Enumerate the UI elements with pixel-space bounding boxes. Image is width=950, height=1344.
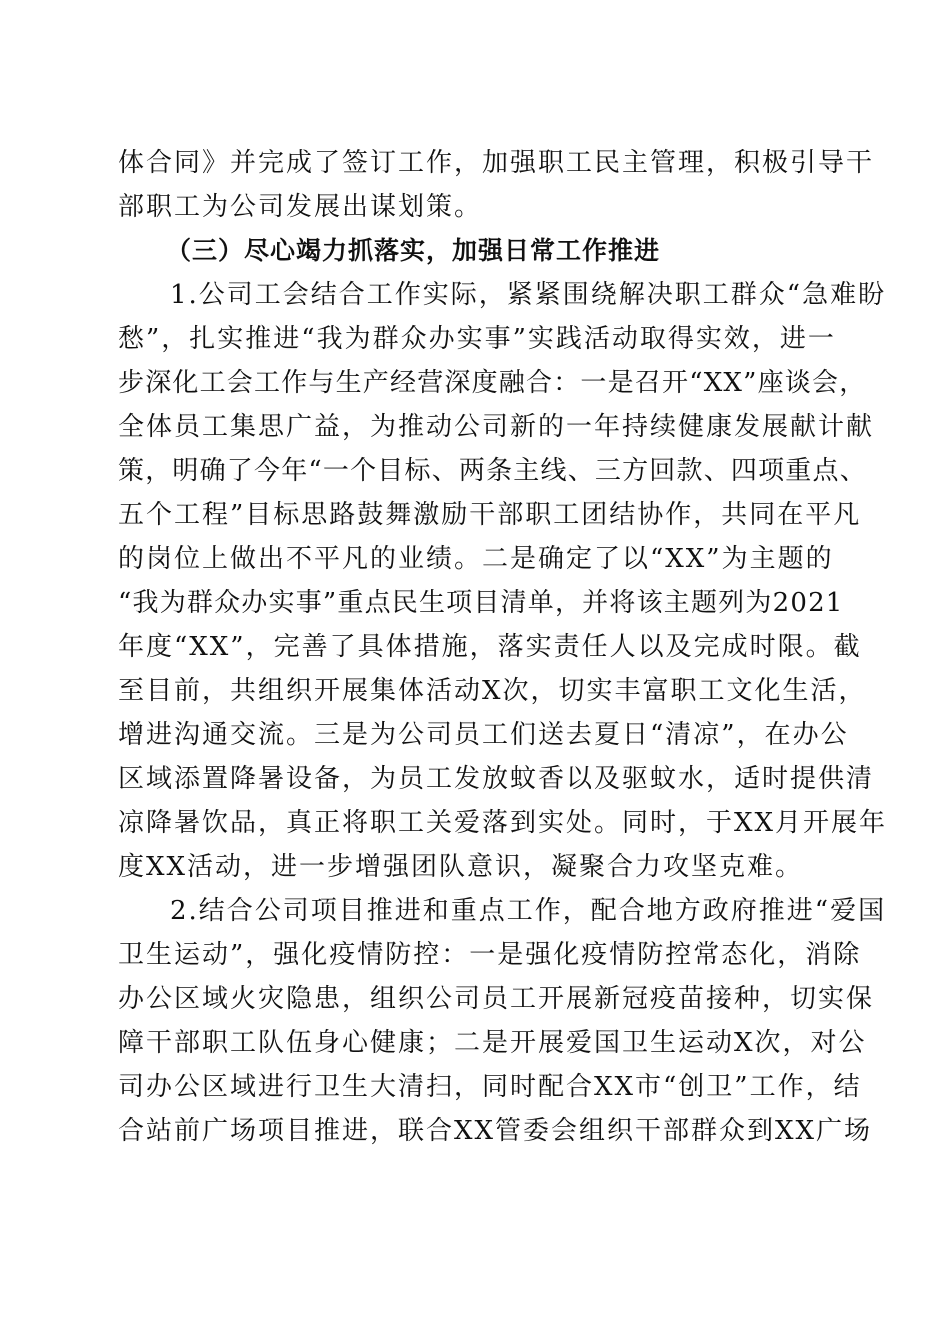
text-line: 部职工为公司发展出谋划策。 bbox=[118, 192, 483, 222]
text-line: 增进沟通交流。三是为公司员工们送去夏日“清凉”，在办公 bbox=[118, 720, 849, 750]
text-line: 合站前广场项目推进，联合XX管委会组织干部群众到XX广场 bbox=[118, 1116, 873, 1146]
text-line: 五个工程”目标思路鼓舞激励干部职工团结协作，共同在平凡 bbox=[118, 500, 862, 530]
text-line: 的岗位上做出不平凡的业绩。二是确定了以“XX”为主题的 bbox=[118, 544, 834, 574]
text-line: 司办公区域进行卫生大清扫，同时配合XX市“创卫”工作，结 bbox=[118, 1072, 862, 1102]
text-line: 卫生运动”，强化疫情防控：一是强化疫情防控常态化，消除 bbox=[118, 940, 862, 970]
text-line: 至目前，共组织开展集体活动X次，切实丰富职工文化生活， bbox=[118, 676, 867, 706]
text-line: 策，明确了今年“一个目标、两条主线、三方回款、四项重点、 bbox=[118, 456, 867, 486]
text-line: 体合同》并完成了签订工作，加强职工民主管理，积极引导干 bbox=[118, 148, 875, 178]
text-line: 办公区域火灾隐患，组织公司员工开展新冠疫苗接种，切实保 bbox=[118, 984, 875, 1014]
text-line: “我为群众办实事”重点民生项目清单，并将该主题列为2021 bbox=[118, 588, 844, 618]
text-line: 障干部职工队伍身心健康；二是开展爱国卫生运动X次，对公 bbox=[118, 1028, 867, 1058]
text-line: 愁”，扎实推进“我为群众办实事”实践活动取得实效，进一 bbox=[118, 324, 836, 354]
text-line: 1.公司工会结合工作实际，紧紧围绕解决职工群众“急难盼 bbox=[170, 280, 887, 310]
section-heading: （三）尽心竭力抓落实，加强日常工作推进 bbox=[166, 236, 661, 265]
text-line: 2.结合公司项目推进和重点工作，配合地方政府推进“爱国 bbox=[170, 896, 887, 926]
text-line: 凉降暑饮品，真正将职工关爱落到实处。同时，于XX月开展年 bbox=[118, 808, 888, 838]
text-line: 全体员工集思广益，为推动公司新的一年持续健康发展献计献 bbox=[118, 412, 875, 442]
text-line: 度XX活动，进一步增强团队意识，凝聚合力攻坚克难。 bbox=[118, 852, 804, 882]
text-line: 年度“XX”，完善了具体措施，落实责任人以及完成时限。截 bbox=[118, 632, 862, 662]
text-line: 区域添置降暑设备，为员工发放蚊香以及驱蚊水，适时提供清 bbox=[118, 764, 875, 794]
text-line: 步深化工会工作与生产经营深度融合：一是召开“XX”座谈会， bbox=[118, 368, 867, 398]
